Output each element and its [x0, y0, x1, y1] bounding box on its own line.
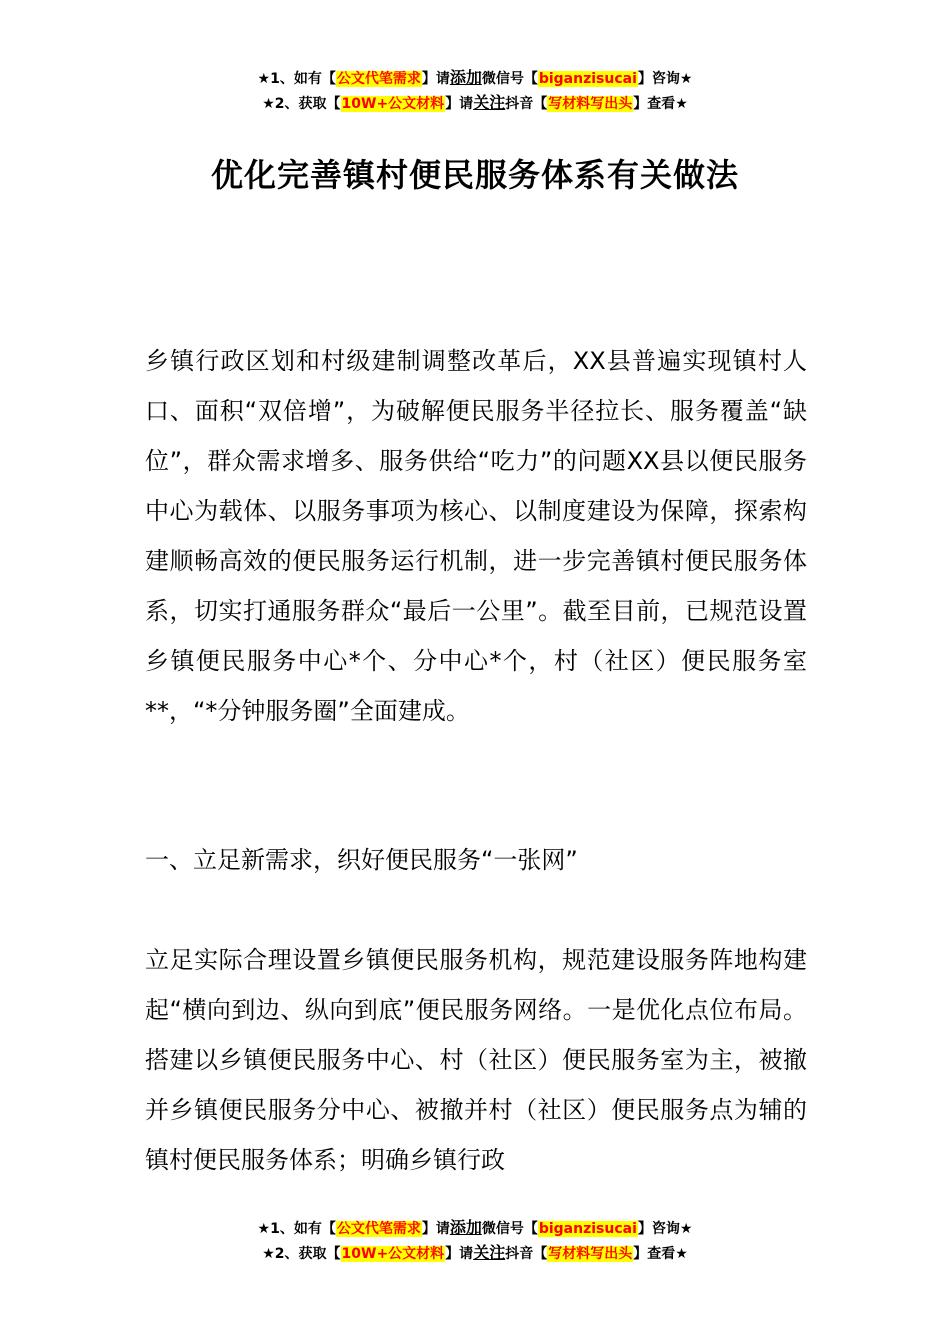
highlight-text: 写材料写出头 [548, 96, 633, 112]
highlight-text: 公文代笔需求 [336, 1221, 421, 1237]
banner-line-2 [0, 1241, 950, 1266]
highlight-text: biganzisucai [538, 71, 637, 87]
banner-text: 】咨询★ [637, 71, 693, 87]
underlined-text: 添加 [449, 1218, 482, 1237]
document-title: 优化完善镇村便民服务体系有关做法 [210, 156, 739, 194]
underlined-text: 添加 [449, 68, 482, 87]
banner-text: 】咨询★ [637, 1221, 693, 1237]
paragraph-intro: 乡镇行政区划和村级建制调整改革后，XX县普遍实现镇村人口、面积“双倍增”，为破解便民服务半径拉长、服务覆盖“缺位”，群众需求增多、服务供给“吃力”的问题XX县以便民服务中心为载体、以服务事项为核心、以制度建设为保障，探索构建顺畅高效的便民服务运行机制，进一步完善镇村便民服务体系，切实打通服务群众“最后一公里”。截至目前，已规范设置乡镇便民服务中心*个、分中心*个，村（社区）便民服务室**，“*分钟服务圈”全面建成。 [145, 347, 807, 725]
banner-text: 】请 [421, 71, 450, 87]
underlined-text: 关注 [473, 1243, 506, 1262]
banner-text: 】请 [445, 96, 474, 112]
header-banner [0, 66, 950, 116]
banner-text: ★1、如有【 [257, 1221, 336, 1237]
banner-text: 微信号【 [481, 1221, 538, 1237]
banner-text: 】请 [421, 1221, 450, 1237]
banner-line-1 [0, 1216, 950, 1241]
banner-text: ★1、如有【 [257, 71, 336, 87]
banner-line-2 [0, 91, 950, 116]
banner-text: 】查看★ [633, 96, 688, 112]
underlined-text: 关注 [473, 93, 506, 112]
banner-text: 】请 [445, 1246, 474, 1262]
banner-text: ★2、获取【 [262, 96, 341, 112]
footer-banner [0, 1216, 950, 1266]
highlight-text: biganzisucai [538, 1221, 637, 1237]
banner-text: 】查看★ [633, 1246, 688, 1262]
paragraph-section-1: 立足实际合理设置乡镇便民服务机构，规范建设服务阵地构建起“横向到边、纵向到底”便民服务网络。一是优化点位布局。搭建以乡镇便民服务中心、村（社区）便民服务室为主，被撤并乡镇便民服务分中心、被撤并村（社区）便民服务点为辅的镇村便民服务体系；明确乡镇行政 [145, 946, 807, 1174]
highlight-text: 10W+公文材料 [341, 96, 445, 112]
banner-text: 微信号【 [481, 71, 538, 87]
banner-line-1 [0, 66, 950, 91]
highlight-text: 写材料写出头 [548, 1246, 633, 1262]
banner-text: 抖音【 [505, 96, 548, 112]
banner-text: ★2、获取【 [262, 1246, 341, 1262]
section-heading: 一、立足新需求，织好便民服务“一张网” [145, 846, 578, 874]
highlight-text: 公文代笔需求 [336, 71, 421, 87]
highlight-text: 10W+公文材料 [341, 1246, 445, 1262]
banner-text: 抖音【 [505, 1246, 548, 1262]
